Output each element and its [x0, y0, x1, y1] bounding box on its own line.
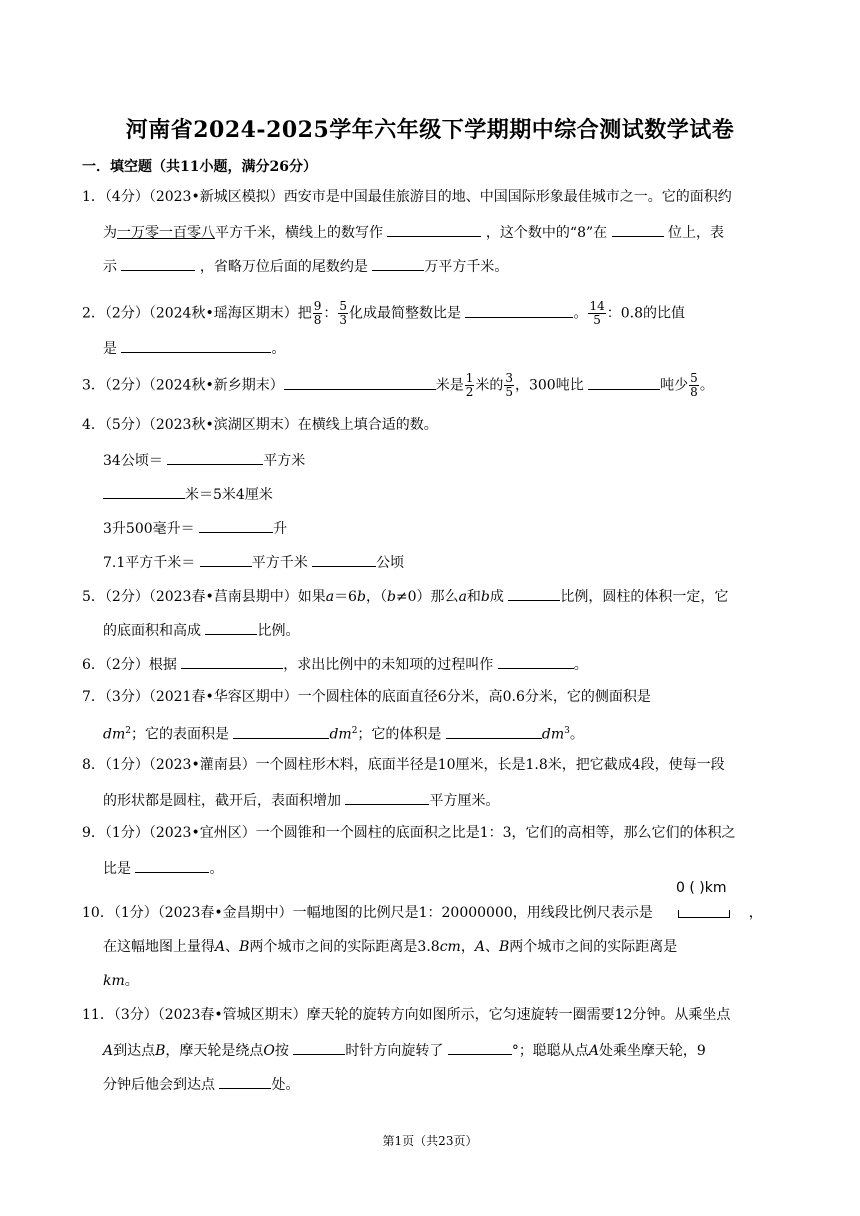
fraction [588, 300, 605, 327]
text-segment: 。 [573, 657, 588, 673]
text-segment: ，求出比例中的未知项的过程叫作 [283, 657, 494, 673]
text-segment: 位上，表 [668, 225, 725, 241]
answer-blank[interactable] [508, 586, 560, 601]
text-segment: 为 [103, 225, 117, 241]
question-2-line-1 [82, 300, 782, 327]
question-4-line-1 [82, 416, 782, 434]
page-footer: 第1页（共23页） [382, 1134, 478, 1148]
text-segment: 。 [124, 973, 139, 989]
text-segment: 比例，圆柱的体积一定，它 [560, 589, 729, 605]
text-segment: 。 [569, 726, 584, 743]
text-segment: A [474, 939, 485, 955]
text-segment: 到达点 [113, 1043, 156, 1059]
text-segment: b [480, 589, 490, 605]
answer-blank[interactable] [167, 450, 263, 465]
question-4-item-4 [103, 552, 803, 572]
text-segment: 3 [505, 371, 513, 385]
text-segment: 3．（2分）（2024秋•新乡期末） [82, 377, 284, 394]
text-segment: ，（ [365, 589, 387, 605]
text-segment: 2 [125, 726, 131, 736]
question-4-item-2 [103, 484, 803, 504]
question-4-item-3 [103, 518, 803, 538]
text-segment: B [155, 1043, 166, 1059]
question-6-line [82, 654, 782, 674]
question-9-line-1 [82, 824, 782, 842]
text-segment: 4．（5分）（2023秋•滨湖区期末）在横线上填合适的数。 [82, 417, 438, 433]
text-segment: 化成最简整数比是 [348, 305, 461, 322]
text-segment: dm [103, 726, 126, 743]
text-segment: 。 [271, 341, 286, 357]
text-segment: 米是 [435, 377, 464, 394]
answer-blank[interactable] [121, 256, 195, 271]
text-segment: ： [323, 305, 338, 322]
text-segment: dm [329, 726, 352, 743]
text-segment: 示 [103, 259, 117, 275]
text-segment: 7．（3分）（2021春•华容区期中）一个圆柱体的底面直径6分米，高0.6分米，它的侧面积是 [82, 689, 651, 705]
text-segment: ，300吨比 [514, 377, 584, 394]
text-segment: 万平方千米。 [424, 259, 509, 275]
text-segment: B [498, 939, 510, 955]
text-segment: 、 [225, 939, 240, 955]
answer-blank[interactable] [200, 552, 252, 567]
text-segment: 米＝5米4厘米 [185, 487, 273, 503]
answer-blank[interactable] [233, 724, 329, 739]
text-segment: ；它的表面积是 [130, 726, 229, 743]
text-segment: 11．（3分）（2023春•管城区期末）摩天轮的旋转方向如图所示，它匀速旋转一圈需要12分钟。从乘坐点 [82, 1007, 731, 1023]
answer-blank[interactable] [205, 620, 257, 635]
text-segment: A [588, 1043, 599, 1059]
text-segment: 处乘坐摩天轮，9 [598, 1043, 706, 1059]
text-segment: 7.1平方千米＝ [103, 555, 196, 571]
question-9-line-2 [103, 858, 803, 878]
answer-blank[interactable] [181, 654, 283, 669]
text-segment: ；它的体积是 [357, 726, 442, 743]
text-segment: 公顷 [376, 555, 405, 571]
text-segment: 成 [489, 589, 504, 605]
question-7-line-2 [103, 722, 803, 744]
text-segment: 9 [313, 299, 322, 313]
page-title: 河南省2024-2025学年六年级下学期期中综合测试数学试卷 [125, 117, 735, 143]
text-segment: 在这幅地图上量得 [103, 939, 215, 955]
text-segment: 5 [593, 313, 601, 327]
text-segment: 5．（2分）（2023春•莒南县期中）如果 [82, 589, 326, 605]
text-segment: 、 [484, 939, 499, 955]
question-11-line-1 [82, 1006, 782, 1024]
text-segment: A [215, 939, 226, 955]
text-segment: 2 [351, 726, 358, 736]
text-segment: 平方千米 [251, 555, 308, 571]
text-segment: 升 [273, 521, 288, 537]
question-2-line-2 [103, 338, 803, 358]
text-segment: 平方米 [263, 453, 306, 469]
question-8-line-1 [82, 756, 782, 774]
question-5-line-2 [103, 620, 803, 640]
text-segment: 9．（1分）（2023•宜州区）一个圆锥和一个圆柱的底面积之比是1：3，它们的高相等，那么它们的体积之 [82, 825, 736, 841]
text-segment: 两个城市之间的实际距离是 [509, 939, 678, 955]
question-3-line [82, 372, 782, 399]
text-segment: 8 [313, 313, 322, 327]
answer-blank[interactable] [293, 1040, 345, 1055]
fraction [313, 300, 323, 327]
question-1-line-2 [103, 222, 803, 242]
question-7-line-1 [82, 688, 782, 706]
answer-blank[interactable] [135, 858, 209, 873]
text-segment: 分钟后他会到达点 [103, 1077, 215, 1093]
section-heading: 一．填空题（共11小题，满分26分） [82, 159, 317, 175]
text-segment: 。 [573, 305, 588, 322]
text-segment: B [239, 939, 250, 955]
text-segment: 按 [274, 1043, 289, 1059]
answer-blank[interactable] [588, 375, 660, 390]
text-segment: 的形状都是圆柱，截开后，表面积增加 [103, 793, 341, 809]
answer-blank[interactable] [372, 256, 424, 271]
text-segment: km [103, 973, 125, 989]
text-segment: ≠0）那么 [395, 589, 459, 605]
question-5-line-1 [82, 586, 782, 606]
text-segment: ，摩天轮是绕点 [165, 1043, 264, 1059]
text-segment: °；聪聪从点 [511, 1043, 589, 1059]
text-segment: 5 [339, 299, 347, 313]
question-10-line-1 [82, 904, 782, 922]
text-segment: 的底面积和高成 [103, 623, 201, 639]
text-segment: 34公顷＝ [103, 453, 163, 469]
text-segment: 时针方向旋转了 [345, 1043, 444, 1059]
text-segment: 吨少 [660, 377, 689, 394]
text-segment: 2 [465, 385, 474, 399]
answer-blank[interactable] [345, 790, 429, 805]
answer-blank[interactable] [199, 518, 273, 533]
answer-blank[interactable] [498, 654, 574, 669]
text-segment: 米的 [475, 377, 504, 394]
question-11-line-2 [103, 1040, 803, 1060]
question-10-line-3 [103, 972, 803, 990]
answer-blank[interactable] [446, 724, 542, 739]
question-1-line-3 [103, 256, 803, 276]
answer-blank[interactable] [448, 1040, 512, 1055]
question-11-line-3 [103, 1074, 803, 1094]
text-segment: ，省略万位后面的尾数约是 [199, 259, 368, 275]
question-4-item-1 [103, 450, 803, 470]
answer-blank[interactable] [312, 552, 376, 567]
text-segment: 。 [209, 861, 224, 877]
text-segment: 比例。 [257, 623, 300, 639]
fraction [504, 372, 514, 399]
text-segment: 和 [466, 589, 481, 605]
underlined-number-words: 一万零一百零八 [117, 225, 215, 241]
fraction [689, 372, 699, 399]
answer-blank[interactable] [103, 484, 185, 499]
question-8-line-2 [103, 790, 803, 810]
text-segment: 8．（1分）（2023•灌南县）一个圆柱形木料，底面半径是10厘米，长是1.8米，把它截成4段，使每一段 [82, 757, 725, 773]
text-segment: 比是 [103, 861, 131, 877]
text-segment: 14 [589, 299, 605, 313]
text-segment: dm [541, 726, 565, 743]
answer-blank[interactable] [121, 338, 271, 353]
text-segment: A [103, 1043, 114, 1059]
text-segment: 1 [465, 371, 474, 385]
text-segment: 平方千米，横线上的数写作 [215, 225, 383, 241]
text-segment: 。 [699, 377, 714, 394]
text-segment: ， [460, 939, 475, 955]
text-segment: 是 [103, 341, 117, 357]
text-segment: 8 [690, 385, 698, 399]
text-segment: a [458, 589, 467, 605]
text-segment: 平方厘米。 [429, 793, 500, 809]
text-segment: 1．（4分）（2023•新城区模拟）西安市是中国最佳旅游目的地、中国国际形象最佳城市之一。它的面积约 [82, 189, 732, 205]
answer-blank[interactable] [219, 1074, 271, 1089]
text-segment: 3升500毫升＝ [103, 521, 195, 537]
question-1-line-1 [82, 188, 782, 206]
text-segment: 6．（2分）根据 [82, 657, 177, 673]
text-segment: ：0.8的比值 [606, 305, 685, 322]
text-segment: cm [439, 939, 461, 955]
text-segment: b [386, 589, 396, 605]
text-segment: b [356, 589, 366, 605]
text-segment: 处。 [271, 1077, 300, 1093]
answer-blank[interactable] [612, 222, 664, 237]
question-10-line-2 [103, 938, 803, 956]
text-segment: ，这个数中的“8”在 [485, 225, 608, 241]
text-segment: 3 [339, 313, 347, 327]
fraction [465, 372, 475, 399]
answer-blank[interactable] [387, 222, 481, 237]
answer-blank[interactable] [284, 375, 436, 390]
text-segment: 10．（1分）（2023春•金昌期中）一幅地图的比例尺是1：20000000，用线段比例尺表示是 [82, 905, 653, 921]
text-segment: O [263, 1043, 275, 1059]
text-segment: a [325, 589, 335, 605]
text-segment: 2．（2分）（2024秋•瑶海区期末）把 [82, 305, 312, 322]
scale-label: 0 ( )km [676, 880, 727, 896]
text-segment: ＝6 [334, 589, 357, 605]
text-segment: 5 [690, 371, 698, 385]
text-segment: 两个城市之间的实际距离是3.8 [249, 939, 440, 955]
text-segment: ， [748, 905, 763, 921]
text-segment: 5 [505, 385, 513, 399]
fraction [338, 300, 348, 327]
answer-blank[interactable] [465, 303, 573, 318]
text-segment: 3 [564, 726, 570, 736]
